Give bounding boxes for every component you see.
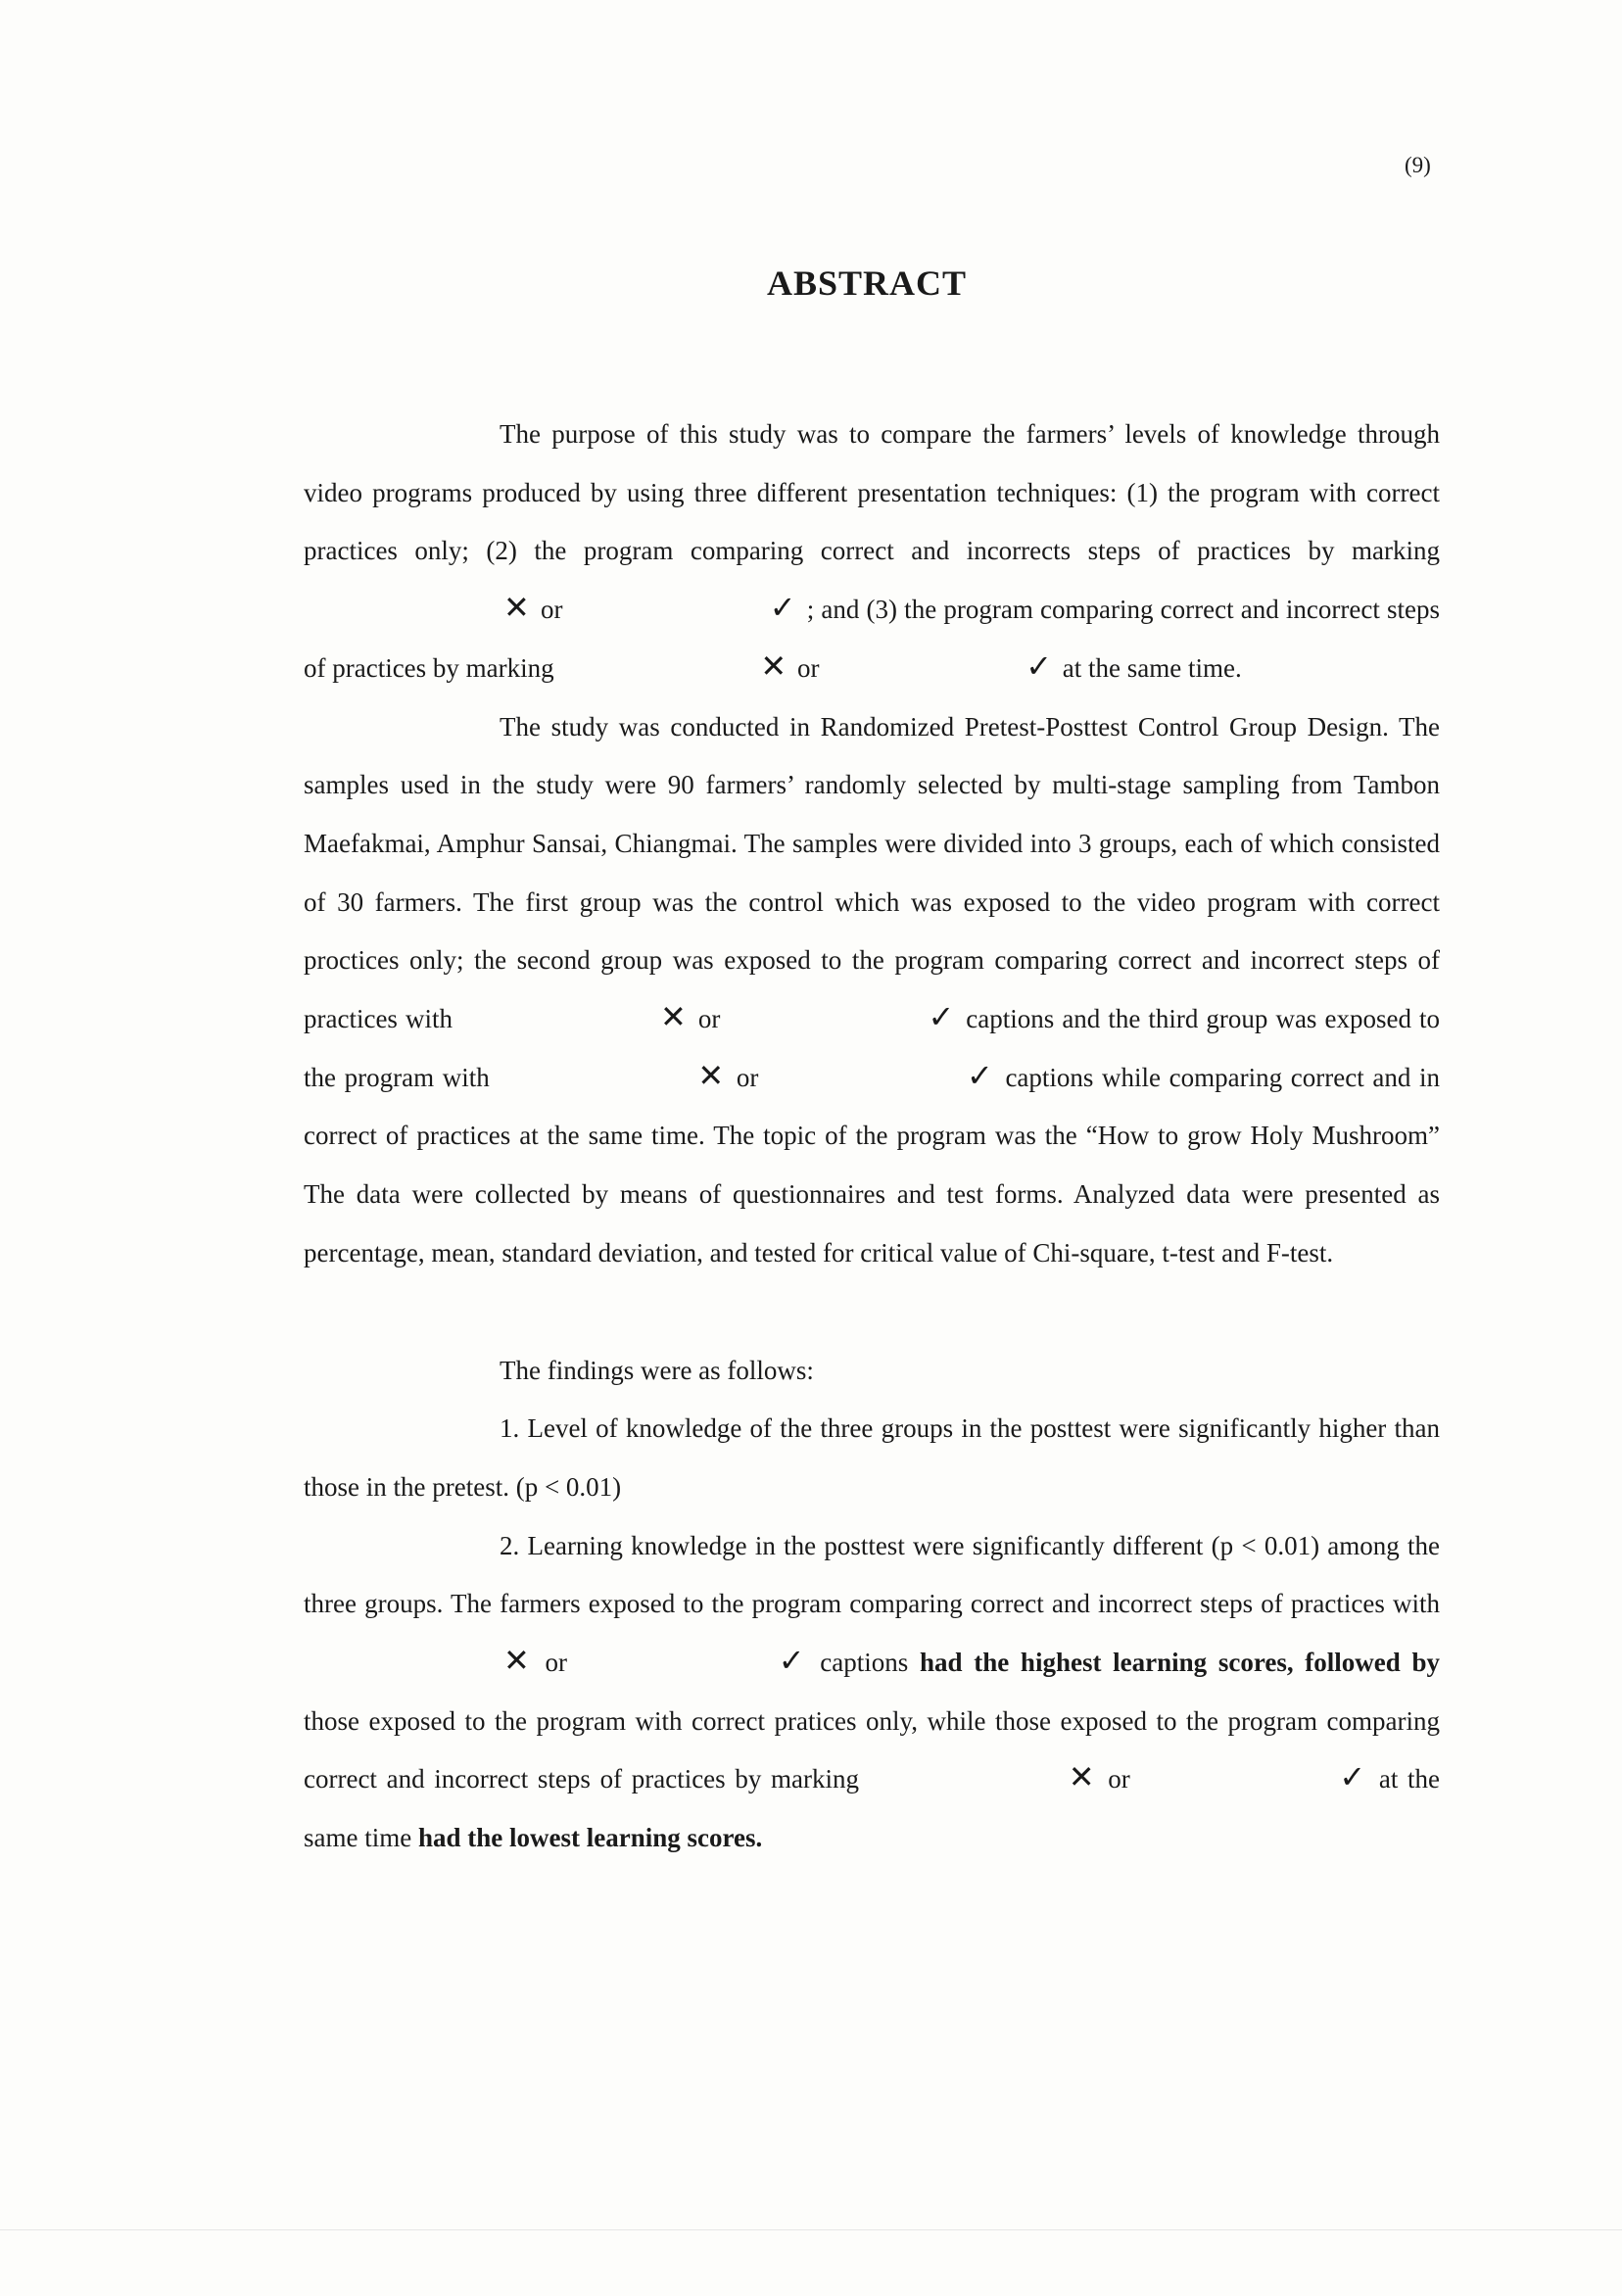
text: or bbox=[541, 595, 563, 625]
finding-1: 1. Level of knowledge of the three groups in the posttest were significantly higher than those in the pretest. (p < 0.01) bbox=[304, 1413, 1440, 1502]
check-mark-icon: ✓ bbox=[1026, 646, 1053, 685]
cross-mark-icon: ✕ bbox=[1068, 1758, 1095, 1796]
check-mark-icon: ✓ bbox=[1339, 1758, 1366, 1796]
page-number: (9) bbox=[1405, 153, 1431, 177]
cross-mark-icon: ✕ bbox=[760, 646, 787, 685]
text: captions and the third group was exposed to the program with bbox=[304, 1004, 1440, 1092]
abstract-title: ABSTRACT bbox=[766, 263, 968, 303]
text: at the same time bbox=[304, 1764, 1441, 1853]
text: The purpose of this study was to compare the farmers’ levels of knowledge through video programs produced by using three different presentation techniques: (1) the program with correct practices only; (2) the program comparing correct and incorrects steps of practices by marking bbox=[304, 419, 1440, 566]
check-mark-icon: ✓ bbox=[928, 998, 955, 1036]
cross-mark-icon: ✕ bbox=[660, 998, 687, 1036]
text: 2. Learning knowledge in the posttest were significantly different (p < 0.01) among the three groups. The farmers exposed to the program comparing correct and incorrect steps of practices with bbox=[304, 1530, 1440, 1619]
text: or bbox=[736, 1062, 759, 1092]
findings-intro: The findings were as follows: bbox=[500, 1355, 814, 1385]
check-mark-icon: ✓ bbox=[966, 1056, 993, 1094]
paragraph-method bbox=[304, 698, 1440, 1283]
text: or bbox=[697, 1004, 721, 1034]
bold-text: had the highest learning scores, followed by bbox=[919, 1648, 1441, 1678]
cross-mark-icon: ✕ bbox=[697, 1056, 725, 1094]
paragraph-gap bbox=[304, 1283, 1440, 1342]
text: or bbox=[545, 1648, 568, 1678]
abstract-body bbox=[304, 406, 1440, 1868]
text: or bbox=[1108, 1764, 1130, 1794]
text: ; and (3) the program comparing correct and incorrect steps of practices by marking bbox=[304, 595, 1441, 683]
text: The study was conducted in Randomized Pretest-Posttest Control Group Design. The samples used in the study were 90 farmers’ randomly selected by multi-stage sampling from Tambon Maefakmai, Amphur Sansai, Chiangmai. The samples were divided into 3 groups, each of which consisted of 30 farmers. The first group was the control which was exposed to the video program with correct proctices only; the second group was exposed to the program comparing correct and incorrect steps of practices with bbox=[304, 711, 1440, 1034]
scan-edge-line bbox=[0, 2229, 1622, 2230]
text: captions while comparing correct and in correct of practices at the same time. The topic of the program was the “How to grow Holy Mushroom” The data were collected by means of questionnaires and test forms. Analyzed data were presented as percentage, mean, standard deviation, and tested for critical value of Chi-square, t-test and F-test. bbox=[304, 1062, 1440, 1268]
text: those exposed to the program with correct pratices only, while those exposed to the program comparing correct and incorrect steps of practices by marking bbox=[304, 1705, 1440, 1794]
cross-mark-icon: ✕ bbox=[503, 589, 530, 627]
check-mark-icon: ✓ bbox=[778, 1642, 805, 1680]
text: at the same time. bbox=[1062, 652, 1242, 683]
text: or bbox=[796, 652, 820, 683]
check-mark-icon: ✓ bbox=[769, 589, 796, 627]
text: captions bbox=[820, 1648, 909, 1678]
paragraph-purpose bbox=[304, 406, 1440, 698]
bold-text: had the lowest learning scores. bbox=[417, 1823, 763, 1853]
cross-mark-icon: ✕ bbox=[503, 1642, 530, 1680]
finding-2 bbox=[304, 1517, 1440, 1868]
